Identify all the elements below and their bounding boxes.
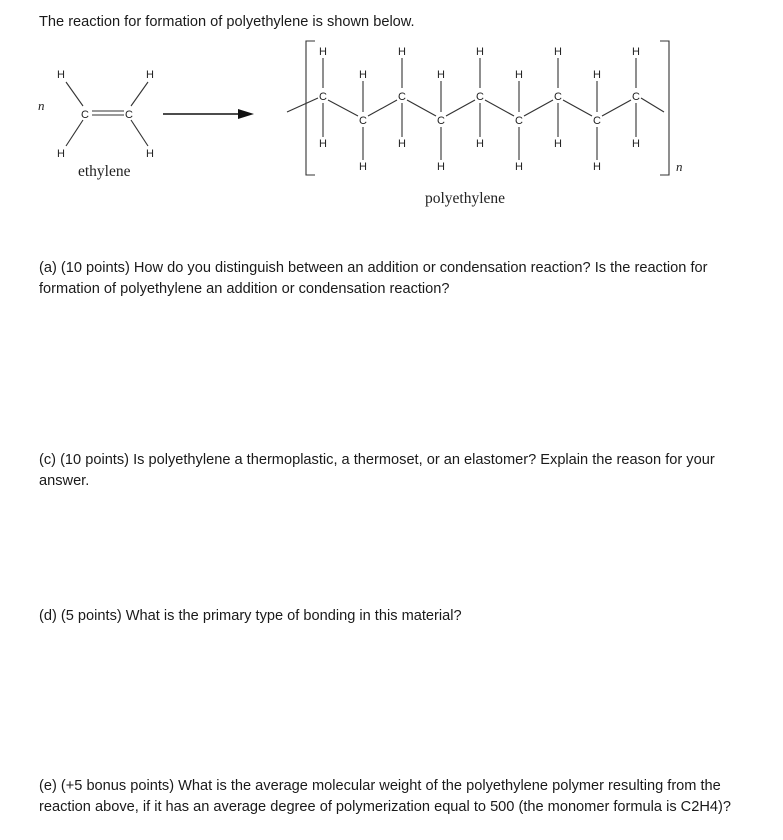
single-bond — [485, 100, 514, 116]
carbon-atom: C — [81, 109, 89, 121]
hydrogen-atom: H — [359, 69, 367, 81]
ethylene-label: ethylene — [78, 163, 131, 180]
hydrogen-atom: H — [515, 69, 523, 81]
single-bond — [131, 120, 148, 146]
question-c: (c) (10 points) Is polyethylene a thermoplastic, a thermoset, or an elastomer? Explain the reason for your answer. — [39, 452, 715, 489]
intro-text: The reaction for formation of polyethylene is shown below. — [39, 14, 415, 30]
single-bond — [602, 100, 631, 116]
single-bond — [287, 98, 318, 112]
hydrogen-atom: H — [593, 161, 601, 173]
single-bond — [66, 82, 83, 106]
carbon-atom: C — [398, 91, 406, 103]
carbon-atom: C — [554, 91, 562, 103]
carbon-atom: C — [476, 91, 484, 103]
question-e: (e) (+5 bonus points) What is the average molecular weight of the polyethylene polymer resulting from the reaction above, if it has an average degree of polymerization equal to 500 (the monomer formula is C2H4)? — [39, 778, 731, 815]
hydrogen-atom: H — [476, 138, 484, 150]
monomer-count-symbol: n — [38, 98, 45, 113]
hydrogen-atom: H — [437, 161, 445, 173]
carbon-atom: C — [437, 115, 445, 127]
hydrogen-atom: H — [57, 148, 65, 160]
hydrogen-atom: H — [476, 46, 484, 58]
single-bond — [407, 100, 436, 116]
hydrogen-atom: H — [398, 138, 406, 150]
ethylene-structure — [38, 69, 154, 180]
hydrogen-atom: H — [398, 46, 406, 58]
polyethylene-label: polyethylene — [425, 190, 506, 207]
single-bond — [446, 100, 475, 116]
hydrogen-atom: H — [57, 69, 65, 81]
hydrogen-atom: H — [632, 46, 640, 58]
carbon-atom: C — [125, 109, 133, 121]
question-d: (d) (5 points) What is the primary type of bonding in this material? — [39, 608, 462, 624]
hydrogen-atom: H — [146, 69, 154, 81]
reaction-arrow — [163, 109, 254, 119]
hydrogen-atom: H — [632, 138, 640, 150]
single-bond — [641, 98, 664, 112]
carbon-atom: C — [319, 91, 327, 103]
hydrogen-atom: H — [359, 161, 367, 173]
repeat-subscript: n — [676, 159, 683, 174]
hydrogen-atom: H — [319, 46, 327, 58]
left-bracket — [306, 41, 315, 175]
single-bond — [66, 120, 83, 146]
polymerization-diagram — [0, 0, 783, 240]
carbon-atom: C — [632, 91, 640, 103]
hydrogen-atom: H — [554, 138, 562, 150]
polyethylene-structure — [287, 41, 683, 207]
single-bond — [563, 100, 592, 116]
single-bond — [131, 82, 148, 106]
single-bond — [524, 100, 553, 116]
right-bracket — [660, 41, 669, 175]
single-bond — [328, 100, 358, 116]
single-bond — [368, 100, 397, 116]
carbon-atom: C — [359, 115, 367, 127]
carbon-atom: C — [593, 115, 601, 127]
question-a: (a) (10 points) How do you distinguish between an addition or condensation reaction? Is the reaction for formation of polyethylene an addition or condensation reaction? — [39, 260, 708, 297]
hydrogen-atom: H — [515, 161, 523, 173]
hydrogen-atom: H — [437, 69, 445, 81]
hydrogen-atom: H — [319, 138, 327, 150]
carbon-atom: C — [515, 115, 523, 127]
hydrogen-atom: H — [554, 46, 562, 58]
hydrogen-atom: H — [593, 69, 601, 81]
hydrogen-atom: H — [146, 148, 154, 160]
